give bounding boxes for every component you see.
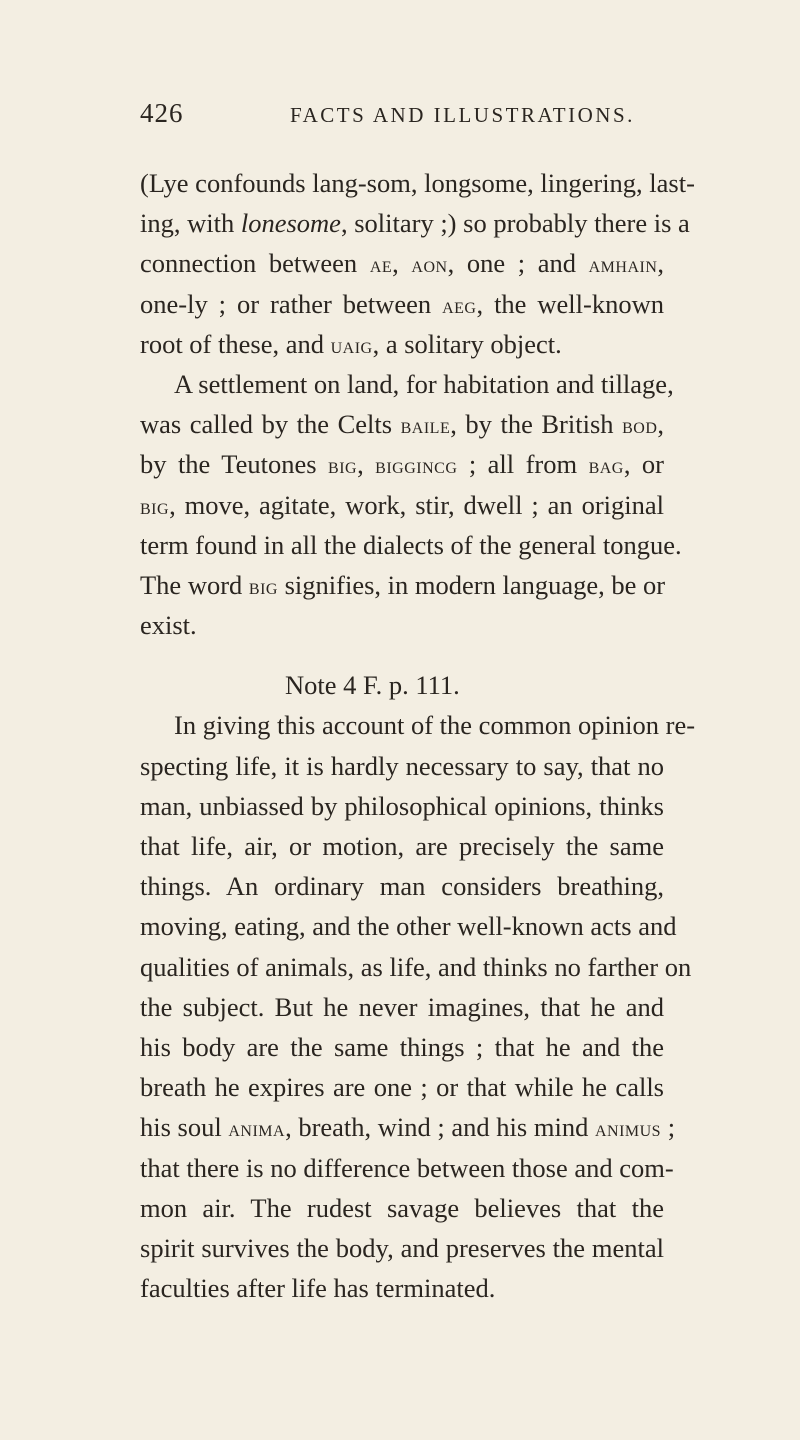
text-line: In giving this account of the common opinion re-	[174, 710, 696, 741]
text-line: the subject. But he never imagines, that he and	[140, 991, 664, 1022]
page-header	[140, 98, 660, 129]
text-line: moving, eating, and the other well-known acts and	[140, 911, 677, 942]
text-line: one-ly ; or rather between aeg, the well-known	[140, 288, 664, 319]
small-caps-term: big	[328, 453, 358, 479]
text-line: ing, with lonesome, solitary ;) so probably there is a	[140, 208, 690, 239]
text-line: his body are the same things ; that he and the	[140, 1031, 664, 1062]
running-title: FACTS AND ILLUSTRATIONS.	[290, 103, 635, 127]
small-caps-term: baile	[400, 413, 451, 439]
text-line: was called by the Celts baile, by the British bod,	[140, 409, 664, 440]
small-caps-term: big	[140, 493, 170, 519]
text-line: specting life, it is hardly necessary to say, that no	[140, 750, 664, 781]
note-heading: Note 4 F. p. 111.	[285, 670, 460, 701]
text-line: big, move, agitate, work, stir, dwell ; an original	[140, 489, 664, 520]
page-number: 426	[140, 98, 184, 128]
small-caps-term: big	[248, 573, 278, 599]
small-caps-term: uaig	[330, 332, 373, 358]
text-line: exist.	[140, 610, 197, 641]
text-line: man, unbiassed by philosophical opinions, thinks	[140, 790, 664, 821]
small-caps-term: aeg	[442, 292, 477, 318]
text-line: faculties after life has terminated.	[140, 1273, 496, 1304]
small-caps-term: ae	[369, 252, 393, 278]
text-line: that life, air, or motion, are precisely the same	[140, 831, 664, 861]
small-caps-term: aon	[411, 252, 448, 278]
text-line: things. An ordinary man considers breathing,	[140, 871, 664, 902]
text-line: breath he expires are one ; or that while he calls	[140, 1072, 664, 1103]
small-caps-term: biggincg	[375, 453, 458, 479]
text-line: A settlement on land, for habitation and tillage,	[174, 368, 674, 399]
small-caps-term: anima	[228, 1116, 286, 1142]
text-line: root of these, and uaig, a solitary object.	[140, 328, 562, 359]
small-caps-term: amhain	[588, 252, 658, 278]
small-caps-term: animus	[594, 1116, 662, 1142]
text-line: his soul anima, breath, wind ; and his mind animus ;	[140, 1112, 676, 1143]
text-line: term found in all the dialects of the general tongue.	[140, 529, 682, 560]
text-line: that there is no difference between those and com-	[140, 1152, 674, 1183]
text-line: The word big signifies, in modern language, be or	[140, 569, 666, 600]
text-line: by the Teutones big, biggincg ; all from bag, or	[140, 449, 664, 480]
text-line: connection between ae, aon, one ; and amhain,	[140, 248, 665, 279]
text-line: (Lye confounds lang-som, longsome, lingering, last-	[140, 168, 695, 198]
page-body	[140, 163, 696, 1308]
spacer	[140, 645, 664, 665]
italic-word: lonesome	[240, 208, 341, 239]
small-caps-term: bod	[622, 413, 658, 439]
small-caps-term: bag	[588, 453, 624, 479]
text-line: qualities of animals, as life, and thinks no farther on	[140, 951, 692, 982]
text-line: spirit survives the body, and preserves the mental	[140, 1232, 664, 1263]
text-line: mon air. The rudest savage believes that the	[140, 1192, 664, 1223]
